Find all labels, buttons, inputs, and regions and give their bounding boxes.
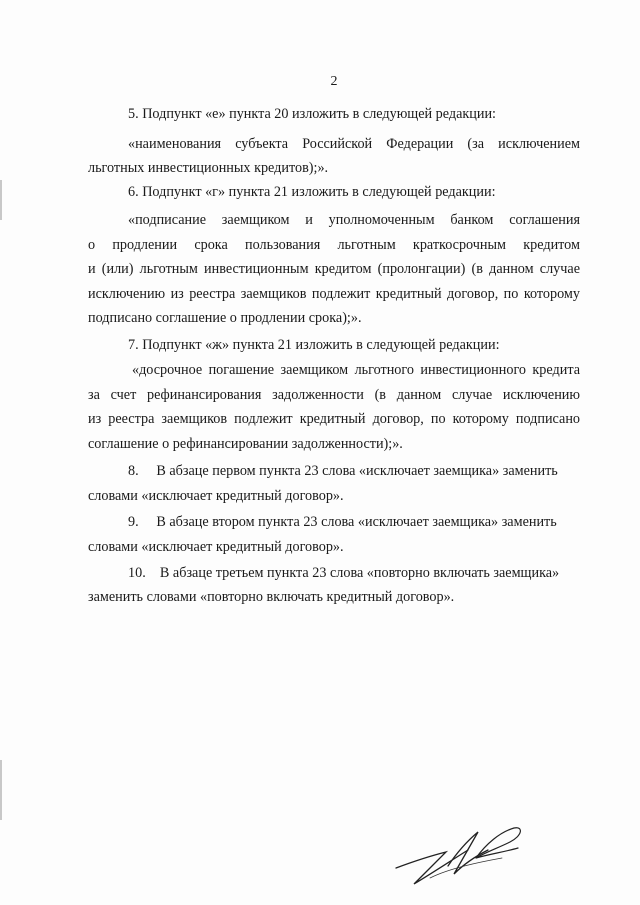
paragraph-line: исключению из реестра заемщиков подлежит кредитный договор, по которому <box>88 286 580 302</box>
paragraph-line: словами «исключает кредитный договор». <box>88 539 344 555</box>
paragraph-line: 8. В абзаце первом пункта 23 слова «исключает заемщика» заменить <box>128 463 558 479</box>
scan-edge-mark <box>0 180 2 220</box>
paragraph-line: за счет рефинансирования задолженности (в данном случае исключению <box>88 387 580 403</box>
paragraph-line: 6. Подпункт «г» пункта 21 изложить в следующей редакции: <box>128 184 496 200</box>
paragraph-line: и (или) льготным инвестиционным кредитом (пролонгации) (в данном случае <box>88 261 580 277</box>
paragraph-line: 9. В абзаце втором пункта 23 слова «исключает заемщика» заменить <box>128 514 557 530</box>
paragraph-line: льготных инвестиционных кредитов);». <box>88 160 329 176</box>
paragraph-line: 7. Подпункт «ж» пункта 21 изложить в следующей редакции: <box>128 337 500 353</box>
paragraph-line: 10. В абзаце третьем пункта 23 слова «повторно включать заемщика» <box>128 565 560 581</box>
paragraph-line: 5. Подпункт «е» пункта 20 изложить в следующей редакции: <box>128 106 497 122</box>
paragraph-line: из реестра заемщиков подлежит кредитный договор, по которому подписано <box>88 411 580 427</box>
page-number: 2 <box>330 74 338 89</box>
scan-edge-mark <box>0 760 2 820</box>
paragraph-line: соглашение о рефинансировании задолженности);». <box>88 436 403 452</box>
paragraph-line: «наименования субъекта Российской Федерации (за исключением <box>128 136 580 152</box>
paragraph-line: о продлении срока пользования льготным краткосрочным кредитом <box>88 237 580 253</box>
handwritten-signature <box>390 818 530 892</box>
paragraph-line: «досрочное погашение заемщиком льготного инвестиционного кредита <box>132 362 580 378</box>
paragraph-line: словами «исключает кредитный договор». <box>88 488 344 504</box>
paragraph-line: «подписание заемщиком и уполномоченным банком соглашения <box>128 212 580 228</box>
paragraph-line: заменить словами «повторно включать кредитный договор». <box>88 589 455 605</box>
paragraph-line: подписано соглашение о продлении срока);». <box>88 310 362 326</box>
